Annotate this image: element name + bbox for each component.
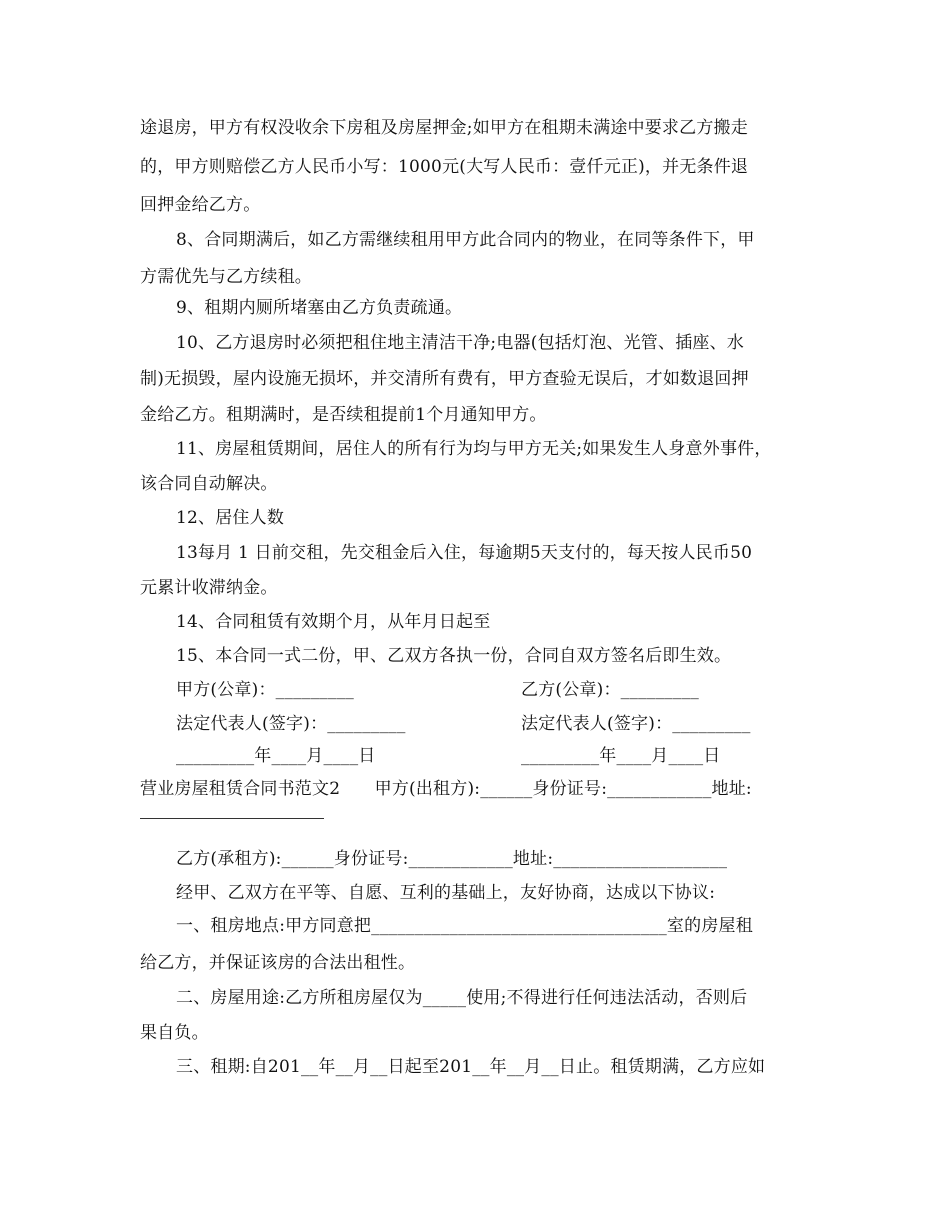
text-line: 果自负。 [140, 1023, 209, 1043]
agreement-intro: 经甲、乙双方在平等、自愿、互利的基础上，友好协商，达成以下协议: [176, 883, 716, 903]
clause-usage: 二、房屋用途:乙方所租房屋仅为_____使用;不得进行任何违法活动，否则后 [176, 988, 748, 1008]
clause-12: 12、居住人数 [176, 508, 285, 528]
text-line: 该合同自动解决。 [140, 474, 278, 494]
party-b-seal: 乙方(公章)：_________ [521, 680, 699, 700]
clause-term: 三、租期:自201__年__月__日起至201__年__月__日止。租赁期满，乙方应如 [176, 1057, 766, 1077]
text-line: 金给乙方。租期满时，是否续租提前1个月通知甲方。 [140, 405, 547, 425]
clause-11: 11、房屋租赁期间，居住人的所有行为均与甲方无关;如果发生人身意外事件， [176, 439, 772, 459]
clause-10: 10、乙方退房时必须把租住地主清洁干净;电器(包括灯泡、光管、插座、水 [176, 333, 744, 353]
party-a-representative: 法定代表人(签字)：_________ [176, 714, 406, 734]
text-line: 方需优先与乙方续租。 [140, 267, 312, 287]
text-line: 的，甲方则赔偿乙方人民币小写：1000元(大写人民币：壹仟元正)，并无条件退 [140, 157, 749, 177]
clause-9: 9、租期内厕所堵塞由乙方负责疏通。 [176, 298, 463, 318]
text-line: 给乙方，并保证该房的合法出租性。 [140, 953, 416, 973]
text-line: 制)无损毁，屋内设施无损坏，并交清所有费有，甲方查验无误后，才如数退回押 [140, 369, 749, 389]
clause-8: 8、合同期满后，如乙方需继续租用甲方此合同内的物业，在同等条件下，甲 [176, 230, 755, 250]
party-b-date: _________年____月____日 [521, 746, 721, 766]
tenant-line: 乙方(承租方):______身份证号:____________地址:____________________ [176, 849, 728, 869]
clause-14: 14、合同租赁有效期个月，从年月日起至 [176, 612, 491, 632]
text-line: 回押金给乙方。 [140, 195, 261, 215]
clause-13: 13每月 1 日前交租，先交租金后入住，每逾期5天支付的，每天按人民币50 [176, 543, 753, 563]
clause-15: 15、本合同一式二份，甲、乙双方各执一份，合同自双方签名后即生效。 [176, 646, 732, 666]
party-a-seal: 甲方(公章)：_________ [176, 680, 354, 700]
second-doc-header: 营业房屋租赁合同书范文2 甲方(出租方):______身份证号:____________地址: [140, 779, 752, 799]
text-line: 途退房，甲方有权没收余下房租及房屋押金;如甲方在租期未满途中要求乙方搬走 [140, 118, 748, 138]
clause-location: 一、租房地点:甲方同意把__________________________________室的房屋租 [176, 916, 753, 936]
text-line: 元累计收滞纳金。 [140, 578, 278, 598]
party-a-date: _________年____月____日 [176, 746, 376, 766]
party-b-representative: 法定代表人(签字)：_________ [521, 714, 751, 734]
address-underline [140, 818, 324, 819]
